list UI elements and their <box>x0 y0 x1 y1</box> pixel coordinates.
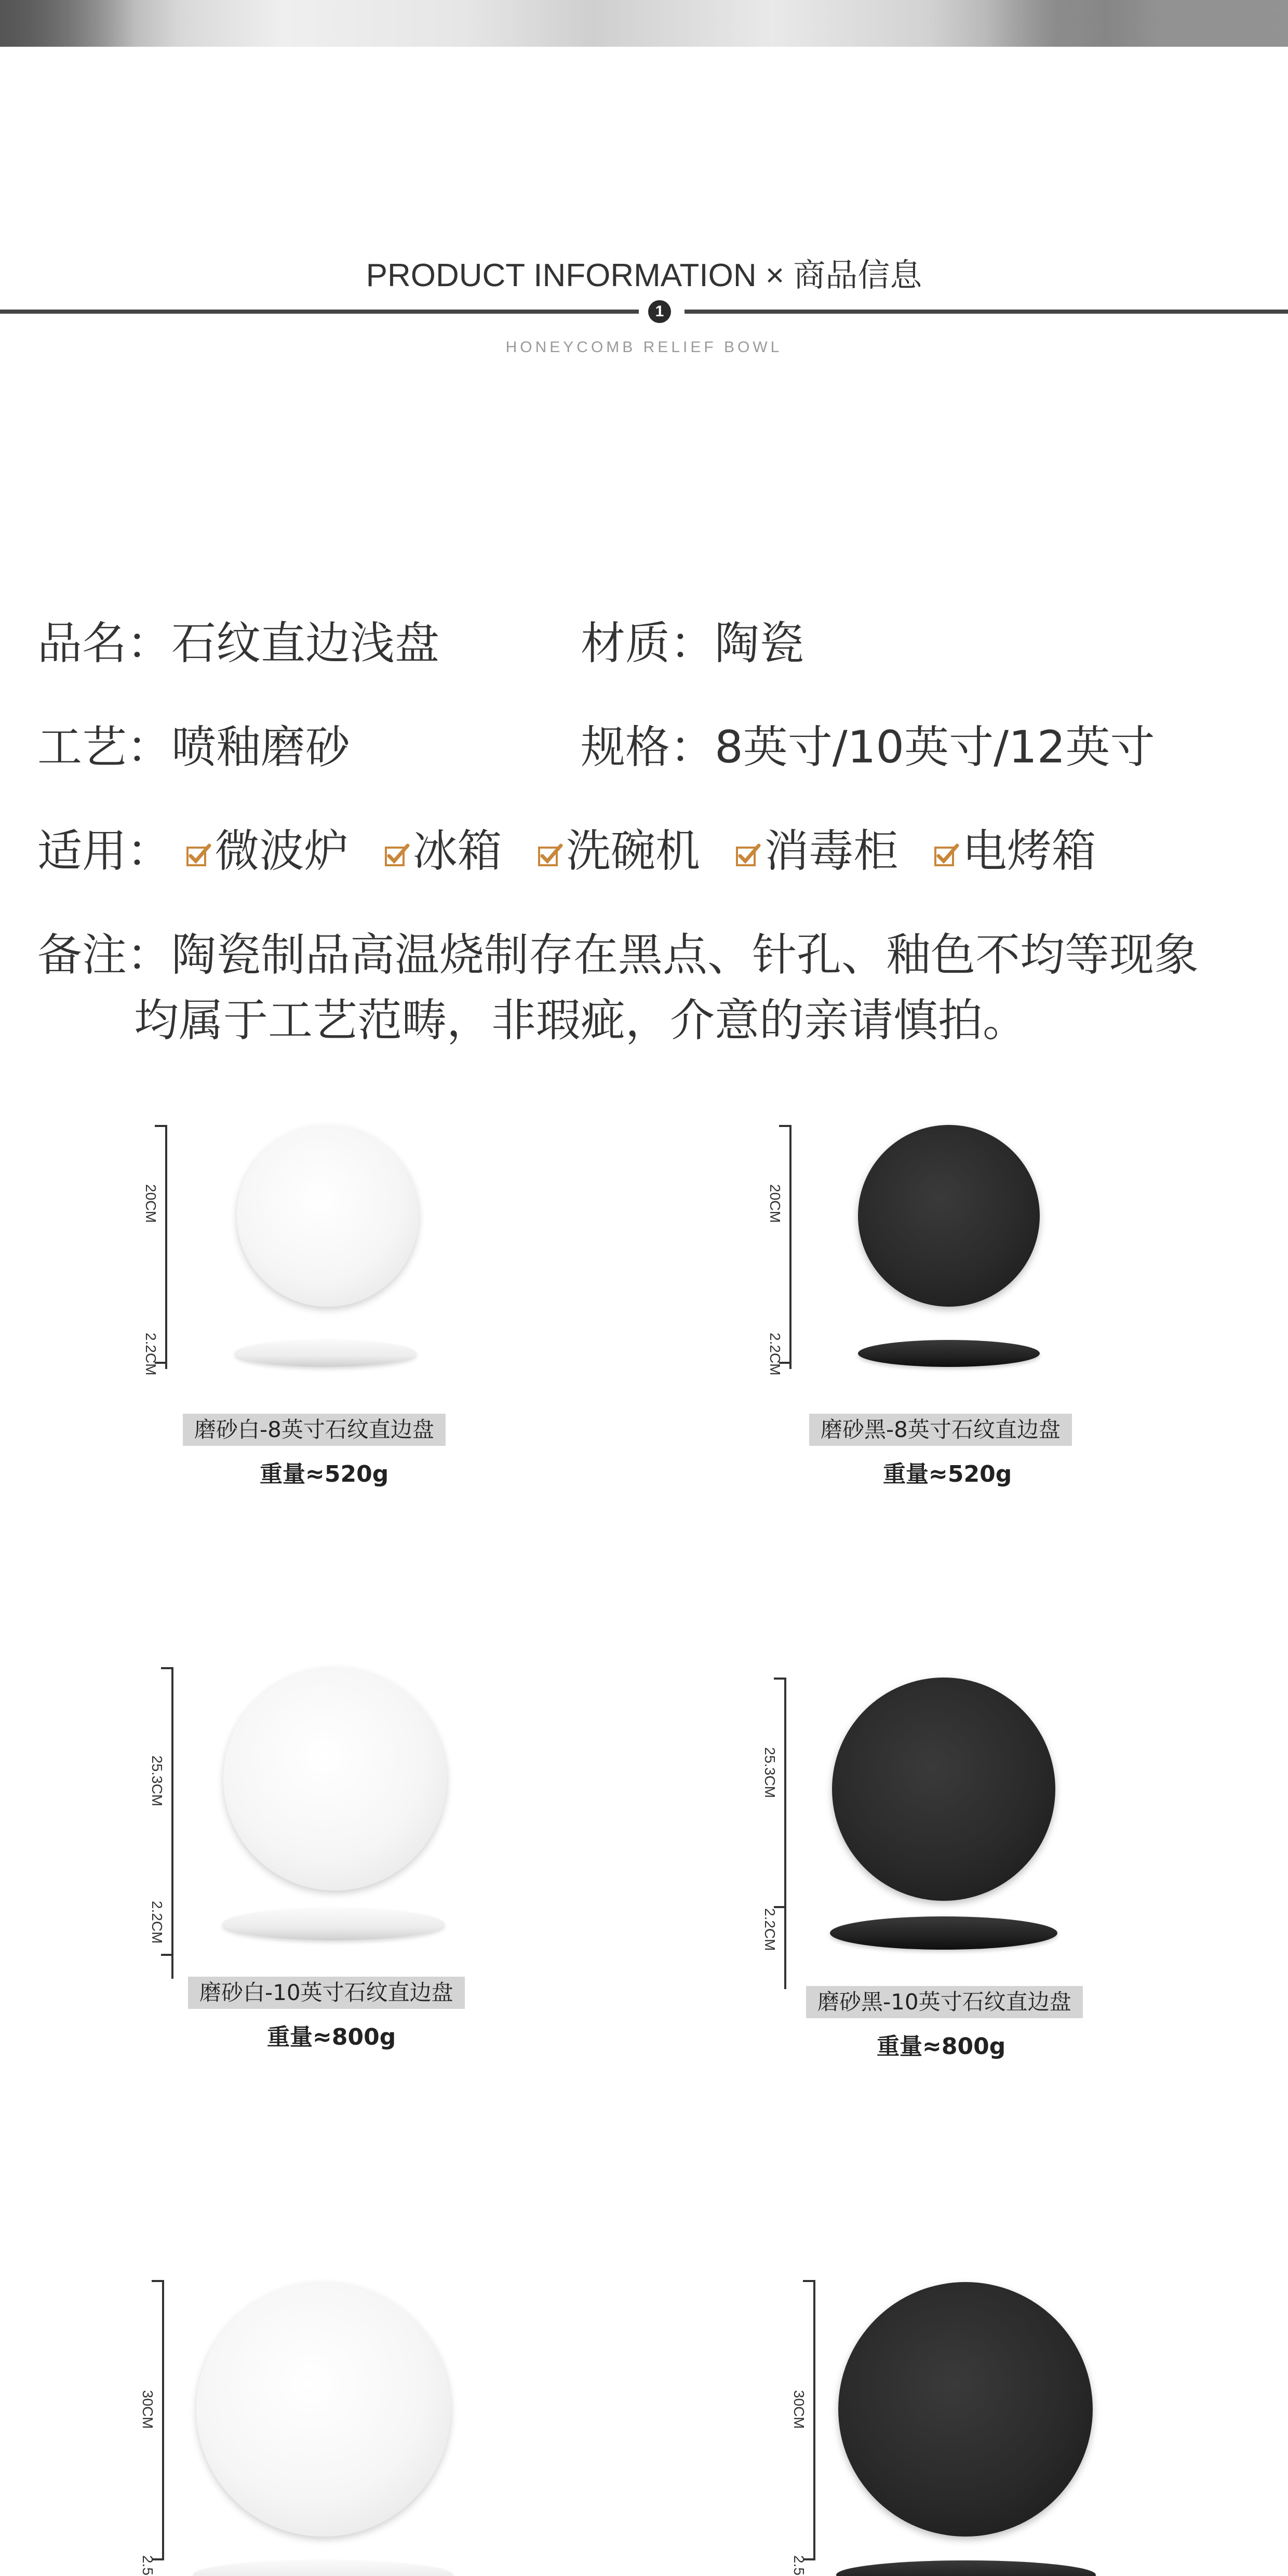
plate-side-view <box>836 2560 1096 2576</box>
plate-side-view <box>193 2560 453 2576</box>
usage-item-sterilizer: 消毒柜 <box>735 829 898 874</box>
height-label: 2.5 <box>791 2555 807 2575</box>
dimension-line-diameter <box>789 1125 791 1364</box>
info-craft <box>37 721 350 773</box>
usage-item-oven: 电烤箱 <box>933 829 1096 874</box>
info-name-label: 品名： <box>37 618 171 669</box>
product-card-white-12 <box>0 2249 644 2576</box>
plate-side-view <box>222 1908 445 1940</box>
usage-item-dishwasher: 洗碗机 <box>537 829 700 874</box>
info-usage <box>37 825 1117 877</box>
hero-stone-texture <box>987 0 1288 47</box>
info-craft-value: 喷釉磨砂 <box>171 721 350 773</box>
section-divider-left <box>0 310 639 314</box>
section-title-cn: 商品信息 <box>793 258 922 293</box>
hero-photo-strip <box>0 0 1288 47</box>
section-subtitle: HONEYCOMB RELIEF BOWL <box>505 339 783 356</box>
info-craft-label: 工艺： <box>37 721 171 773</box>
plate-side-view <box>235 1340 417 1367</box>
plate-top-view <box>223 1667 447 1890</box>
checkmark-icon <box>933 842 959 868</box>
usage-item-fridge: 冰箱 <box>384 829 502 874</box>
dimension-tick <box>779 1125 790 1127</box>
info-spec <box>581 721 1155 773</box>
dimension-line-height <box>789 1340 791 1369</box>
height-label: 2.2CM <box>762 1908 778 1951</box>
dimension-tick <box>803 2280 814 2282</box>
plate-top-view <box>838 2282 1093 2537</box>
section-divider-right <box>685 310 1288 314</box>
product-card-white-10 <box>0 1636 644 2197</box>
plate-top-view <box>196 2282 451 2537</box>
dimension-tick <box>774 1678 785 1680</box>
product-weight: 重量≈520g <box>260 1461 389 1487</box>
height-label: 2.2CM <box>767 1333 783 1376</box>
dimension-line-diameter <box>813 2280 815 2560</box>
diameter-label: 25.3CM <box>762 1747 778 1799</box>
dimension-line-diameter <box>162 2280 164 2560</box>
info-note <box>37 929 1199 981</box>
plate-top-view <box>237 1125 419 1307</box>
product-card-black-10 <box>644 1636 1288 2197</box>
checkmark-icon <box>384 842 410 868</box>
height-label: 2.2CM <box>149 1901 165 1944</box>
info-note-line1: 陶瓷制品高温烧制存在黑点、针孔、釉色不均等现象 <box>171 929 1199 981</box>
dimension-tick <box>155 1125 166 1127</box>
info-note-label: 备注： <box>37 929 171 981</box>
info-name <box>37 618 439 669</box>
height-label: 2.2CM <box>143 1333 159 1376</box>
hero-shadow <box>0 0 135 47</box>
product-card-black-8 <box>644 1096 1288 1657</box>
info-material-label: 材质： <box>581 618 715 669</box>
plate-side-view <box>830 1916 1057 1950</box>
info-note-line2: 均属于工艺范畴，非瑕疵，介意的亲请慎拍。 <box>134 995 1027 1046</box>
section-title-en: PRODUCT INFORMATION <box>366 258 757 293</box>
plate-top-view <box>832 1678 1055 1901</box>
product-name-tag: 磨砂白-10英寸石纹直边盘 <box>188 1977 465 2009</box>
plate-side-view <box>858 1340 1040 1367</box>
diameter-label: 30CM <box>791 2390 807 2429</box>
checkmark-icon <box>735 842 761 868</box>
dimension-line-diameter <box>165 1125 167 1364</box>
product-weight: 重量≈520g <box>883 1461 1012 1487</box>
dimension-tick <box>161 1954 172 1956</box>
product-card-white-8 <box>0 1096 644 1657</box>
info-name-value: 石纹直边浅盘 <box>171 618 439 669</box>
info-usage-label: 适用： <box>37 825 171 877</box>
product-name-tag: 磨砂白-8英寸石纹直边盘 <box>183 1414 446 1446</box>
diameter-label: 30CM <box>140 2390 156 2429</box>
dimension-tick <box>161 1667 172 1669</box>
product-card-black-12 <box>644 2249 1288 2576</box>
product-name-tag: 磨砂黑-10英寸石纹直边盘 <box>806 1986 1083 2018</box>
info-material-value: 陶瓷 <box>715 618 804 669</box>
dimension-line-height <box>784 1916 786 1953</box>
info-material <box>581 618 804 669</box>
product-name-tag: 磨砂黑-8英寸石纹直边盘 <box>809 1414 1072 1446</box>
plate-top-view <box>858 1125 1040 1307</box>
diameter-label: 20CM <box>143 1184 159 1223</box>
diameter-label: 25.3CM <box>149 1755 165 1807</box>
checkmark-icon <box>537 842 563 868</box>
diameter-label: 20CM <box>767 1184 783 1223</box>
product-weight: 重量≈800g <box>877 2033 1006 2060</box>
dimension-line-height <box>171 1908 173 1944</box>
info-spec-value: 8英寸/10英寸/12英寸 <box>715 721 1155 773</box>
usage-item-microwave: 微波炉 <box>185 829 348 874</box>
info-spec-label: 规格： <box>581 721 715 773</box>
section-number-badge: 1 <box>648 300 671 323</box>
checkmark-icon <box>185 842 211 868</box>
dimension-tick <box>152 2280 163 2282</box>
dimension-line-height <box>165 1340 167 1369</box>
section-title-sep: × <box>765 258 785 293</box>
section-title <box>0 249 1288 296</box>
height-label: 2.5 <box>140 2555 156 2575</box>
product-weight: 重量≈800g <box>267 2024 396 2050</box>
